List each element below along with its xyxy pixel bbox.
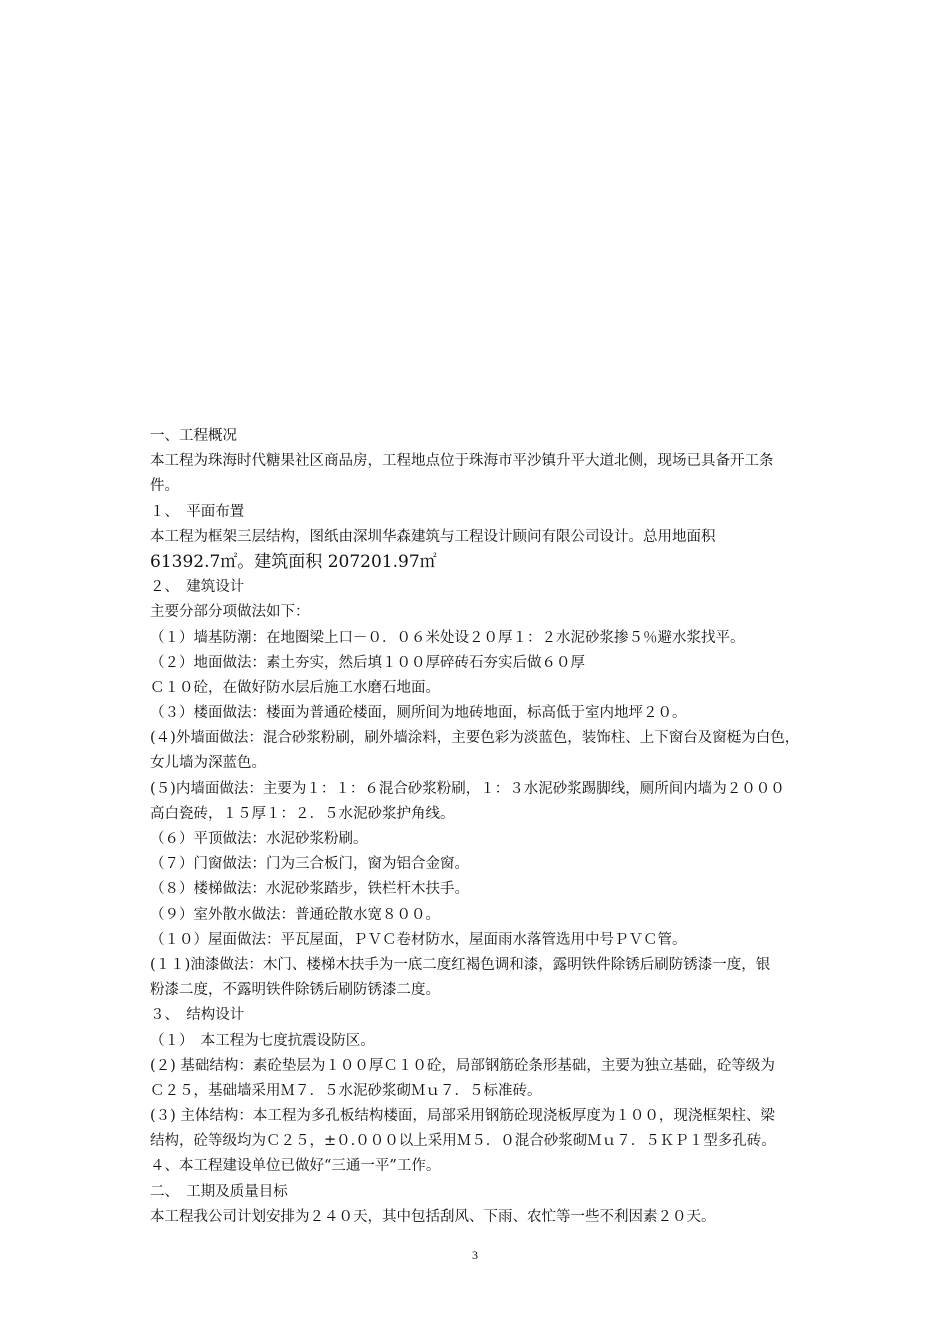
page-number: 3 bbox=[472, 1248, 478, 1262]
list-item: （１） 本工程为七度抗震设防区。 bbox=[150, 1032, 375, 1049]
paragraph-line: 61392.7㎡。建筑面积 207201.97㎡ bbox=[150, 551, 437, 572]
paragraph-line: 主要分部分项做法如下： bbox=[150, 604, 310, 621]
section-heading: 一、工程概况 bbox=[150, 428, 237, 444]
list-item: （６）平顶做法：水泥砂浆粉刷。 bbox=[150, 831, 368, 847]
list-item: （２）地面做法：素土夯实，然后填１００厚碎砖石夯实后做６０厚 bbox=[150, 654, 585, 671]
paragraph-line: 高白瓷砖，１５厚１：２．５水泥砂浆护角线。 bbox=[150, 805, 455, 822]
paragraph-line: Ｃ２５，基础墙采用Ｍ７．５水泥砂浆砌Ｍｕ７．５标准砖。 bbox=[150, 1082, 542, 1099]
subsection-heading: ４、本工程建设单位已做好“三通一平”工作。 bbox=[150, 1158, 441, 1175]
list-item: (３) 主体结构：本工程为多孔板结构楼面，局部采用钢筋砼现浇板厚度为１００，现浇框架柱、梁 bbox=[150, 1108, 775, 1125]
paragraph-line: 件。 bbox=[150, 478, 179, 495]
list-item: (４)外墙面做法：混合砂浆粉刷，刷外墙涂料，主要色彩为淡蓝色，装饰柱、上下窗台及窗梃为白色， bbox=[150, 730, 800, 747]
list-item: （１）墙基防潮：在地圈梁上口－０．０６米处设２０厚１：２水泥砂浆掺５％避水浆找平。 bbox=[150, 629, 745, 646]
list-item: （１０）屋面做法：平瓦屋面，ＰＶＣ卷材防水，屋面雨水落管选用中号ＰＶＣ管。 bbox=[150, 931, 687, 948]
list-item: (２) 基础结构：素砼垫层为１００厚Ｃ１０砼，局部钢筋砼条形基础，主要为独立基础，砼等级为 bbox=[150, 1057, 775, 1074]
paragraph-line: 粉漆二度，不露明铁件除锈后刷防锈漆二度。 bbox=[150, 982, 440, 999]
document-body bbox=[150, 424, 870, 1230]
list-item: (１１)油漆做法：木门、楼梯木扶手为一底二度红褐色调和漆，露明铁件除锈后刷防锈漆一度，银 bbox=[150, 956, 771, 973]
subsection-heading: ２、 建筑设计 bbox=[150, 579, 245, 596]
subsection-heading: ３、 结构设计 bbox=[150, 1007, 245, 1024]
list-item: （８）楼梯做法：水泥砂浆踏步，铁栏杆木扶手。 bbox=[150, 881, 469, 898]
paragraph-line: 结构，砼等级均为Ｃ２５，±０.０００以上采用Ｍ５．０混合砂浆砌Ｍｕ７．５ＫＰ１型多孔砖。 bbox=[150, 1133, 776, 1150]
paragraph-line: 本工程为珠海时代糖果社区商品房，工程地点位于珠海市平沙镇升平大道北侧，现场已具备开工条 bbox=[150, 453, 774, 470]
paragraph-line: 女儿墙为深蓝色。 bbox=[150, 755, 266, 772]
list-item: (５)内墙面做法：主要为１：１：６混合砂浆粉刷，１：３水泥砂浆踢脚线，厕所间内墙为２０００ bbox=[150, 780, 785, 797]
paragraph-line: 本工程为框架三层结构，图纸由深圳华森建筑与工程设计顾问有限公司设计。总用地面积 bbox=[150, 528, 716, 545]
list-item: （７）门窗做法：门为三合板门，窗为铝合金窗。 bbox=[150, 856, 469, 873]
paragraph-line: 本工程我公司计划安排为２４０天，其中包括刮风、下雨、农忙等一些不利因素２０天。 bbox=[150, 1208, 716, 1225]
subsection-heading: １、 平面布置 bbox=[150, 503, 245, 520]
paragraph-line: Ｃ１０砼，在做好防水层后施工水磨石地面。 bbox=[150, 679, 440, 696]
list-item: （９）室外散水做法：普通砼散水宽８００。 bbox=[150, 906, 440, 923]
list-item: （３）楼面做法：楼面为普通砼楼面，厕所间为地砖地面，标高低于室内地坪２０。 bbox=[150, 705, 687, 722]
section-heading: 二、 工期及质量目标 bbox=[150, 1183, 288, 1200]
